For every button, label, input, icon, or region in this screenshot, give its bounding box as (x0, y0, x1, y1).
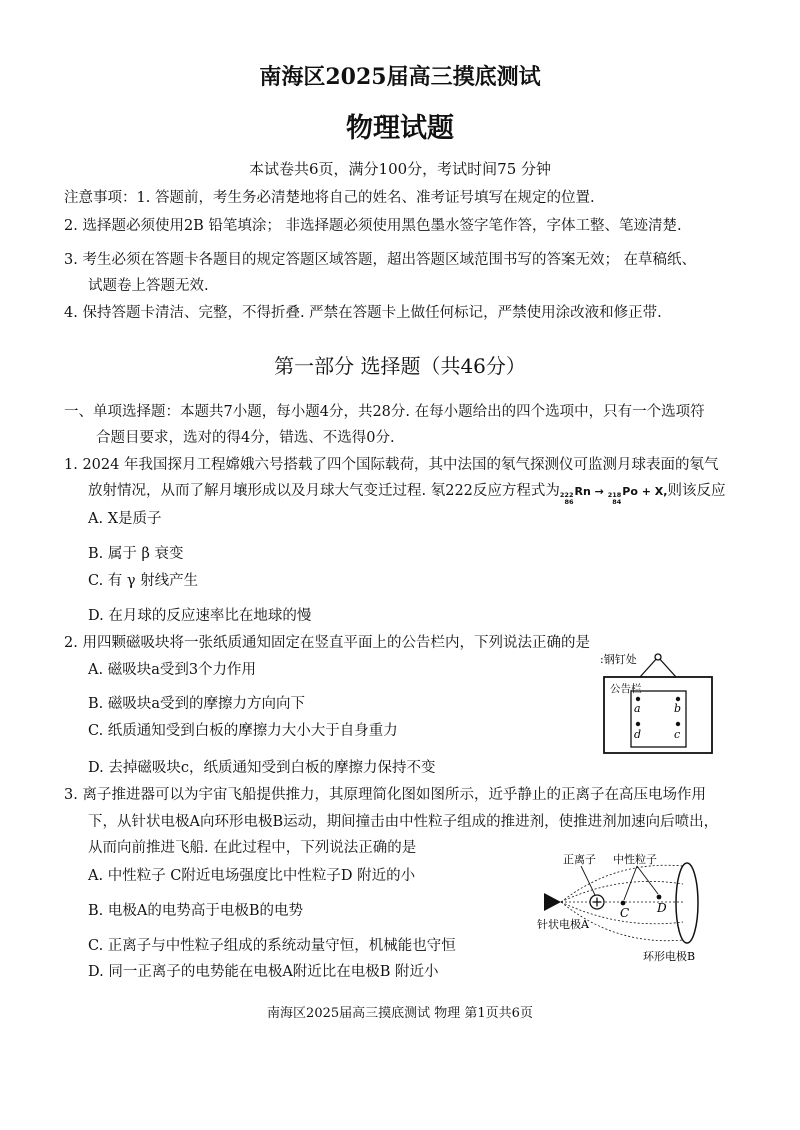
eq-rest: + X, (641, 485, 668, 498)
arrow-icon: → (594, 485, 604, 498)
q2-option-d: D. 去掉磁吸块c，纸质通知受到白板的摩擦力保持不变 (88, 760, 436, 776)
q1-stem-line1: 1. 2024 年我国探月工程嫦娥六号搭载了四个国际载荷，其中法国的氡气探测仪可监测月球表面的氡气 (64, 457, 719, 473)
svg-text:b: b (674, 702, 682, 715)
neutral-particle-c (621, 901, 626, 906)
note-2: 2. 选择题必须使用2B 铅笔填涂； 非选择题必须使用黑色墨水签字笔作答，字体工整、笔迹清楚. (64, 218, 682, 234)
q2-option-a: A. 磁吸块a受到3个力作用 (88, 662, 257, 678)
neutral-particle-d (657, 895, 662, 900)
q3-option-a: A. 中性粒子 C附近电场强度比中性粒子D 附近的小 (88, 868, 416, 884)
q2-option-b: B. 磁吸块a受到的摩擦力方向向下 (88, 696, 306, 712)
q1-option-d: D. 在月球的反应速率比在地球的慢 (88, 608, 312, 624)
section-instruction-1: 一、单项选择题：本题共7小题，每小题4分，共28分. 在每小题给出的四个选项中，只有一个选项符 (64, 404, 705, 420)
q3-option-b: B. 电极A的电势高于电极B的电势 (88, 903, 303, 919)
board-label: 公告栏 (610, 683, 642, 695)
ion-thruster-figure (535, 850, 720, 965)
magnet-d (636, 722, 640, 726)
q3-option-d: D. 同一正离子的电势能在电极A附近比在电极B 附近小 (88, 964, 439, 980)
section-title: 第一部分 选择题（共46分） (274, 354, 526, 378)
note-4: 4. 保持答题卡清洁、完整，不得折叠. 严禁在答题卡上做任何标记，严禁使用涂改液和修正带. (64, 305, 662, 321)
q3-stem-line2: 下，从针状电极A向环形电极B运动，期间撞击由中性粒子组成的推进剂，使推进剂加速向后喷出， (88, 814, 719, 830)
section-instruction-2: 合题目要求，选对的得4分，错选、不选得0分. (96, 430, 395, 446)
note-1: 注意事项：1. 答题前，考生务必清楚地将自己的姓名、准考证号填写在规定的位置. (64, 190, 595, 206)
q3-stem-line3: 从而向前推进飞船. 在此过程中，下列说法正确的是 (88, 840, 417, 856)
magnet-a (636, 697, 640, 701)
exam-info: 本试卷共6页，满分100分，考试时间75 分钟 (248, 160, 552, 178)
q1-equation (559, 485, 668, 506)
q1-stem-line2 (88, 481, 725, 506)
exam-title: 南海区2025届高三摸底测试 (259, 64, 541, 90)
bulletin-board-figure (598, 645, 718, 757)
q1-option-c: C. 有 γ 射线产生 (88, 573, 199, 589)
ring-label: 环形电极B (643, 950, 696, 963)
note-3a: 3. 考生必须在答题卡各题目的规定答题区域答题，超出答题区域范围书写的答案无效； 在草稿纸、 (64, 252, 697, 268)
magnet-b (676, 697, 680, 701)
svg-text:D: D (657, 901, 667, 915)
rn-number: 86 (564, 498, 574, 506)
q2-stem: 2. 用四颗磁吸块将一张纸质通知固定在竖直平面上的公告栏内，下列说法正确的是 (64, 635, 590, 651)
q3-option-c: C. 正离子与中性粒子组成的系统动量守恒，机械能也守恒 (88, 938, 456, 954)
svg-text:c: c (674, 728, 681, 741)
q2-option-c: C. 纸质通知受到白板的摩擦力大小大于自身重力 (88, 723, 398, 739)
field-line (561, 865, 683, 902)
needle-electrode (544, 893, 561, 911)
ring-electrode (676, 863, 698, 943)
svg-text:d: d (634, 728, 642, 741)
q3-stem-line1: 3. 离子推进器可以为宇宙飞船提供推力，其原理简化图如图所示，近乎静止的正离子在高压电场作用 (64, 787, 706, 803)
page-footer: 南海区2025届高三摸底测试 物理 第1页共6页 (267, 1006, 533, 1021)
q1-stem-text: 放射情况，从而了解月壤形成以及月球大气变迁过程. 氡222反应方程式为 (88, 483, 560, 499)
svg-text:C: C (620, 906, 630, 920)
svg-text:a: a (634, 702, 641, 715)
nail-icon (655, 654, 661, 660)
po-number: 84 (612, 498, 622, 506)
q1-option-b: B. 属于 β 衰变 (88, 546, 184, 562)
q1-option-a: A. X是质子 (88, 511, 162, 527)
hanging-string (640, 657, 658, 677)
po-symbol: Po (622, 485, 638, 498)
nail-label: :钢钉处 (600, 653, 637, 666)
pos-ion-label: 正离子 (563, 853, 596, 866)
rn-symbol: Rn (574, 485, 591, 498)
neutral-label: 中性粒子 (613, 853, 657, 866)
subject-title: 物理试题 (346, 113, 454, 144)
po-mass: 218 (607, 491, 622, 499)
note-3b: 试题卷上答题无效. (88, 278, 209, 294)
rn-mass: 222 (559, 491, 574, 499)
q1-stem-end: 则该反应 (667, 483, 726, 499)
needle-label: 针状电极A (537, 918, 589, 931)
magnet-c (676, 722, 680, 726)
